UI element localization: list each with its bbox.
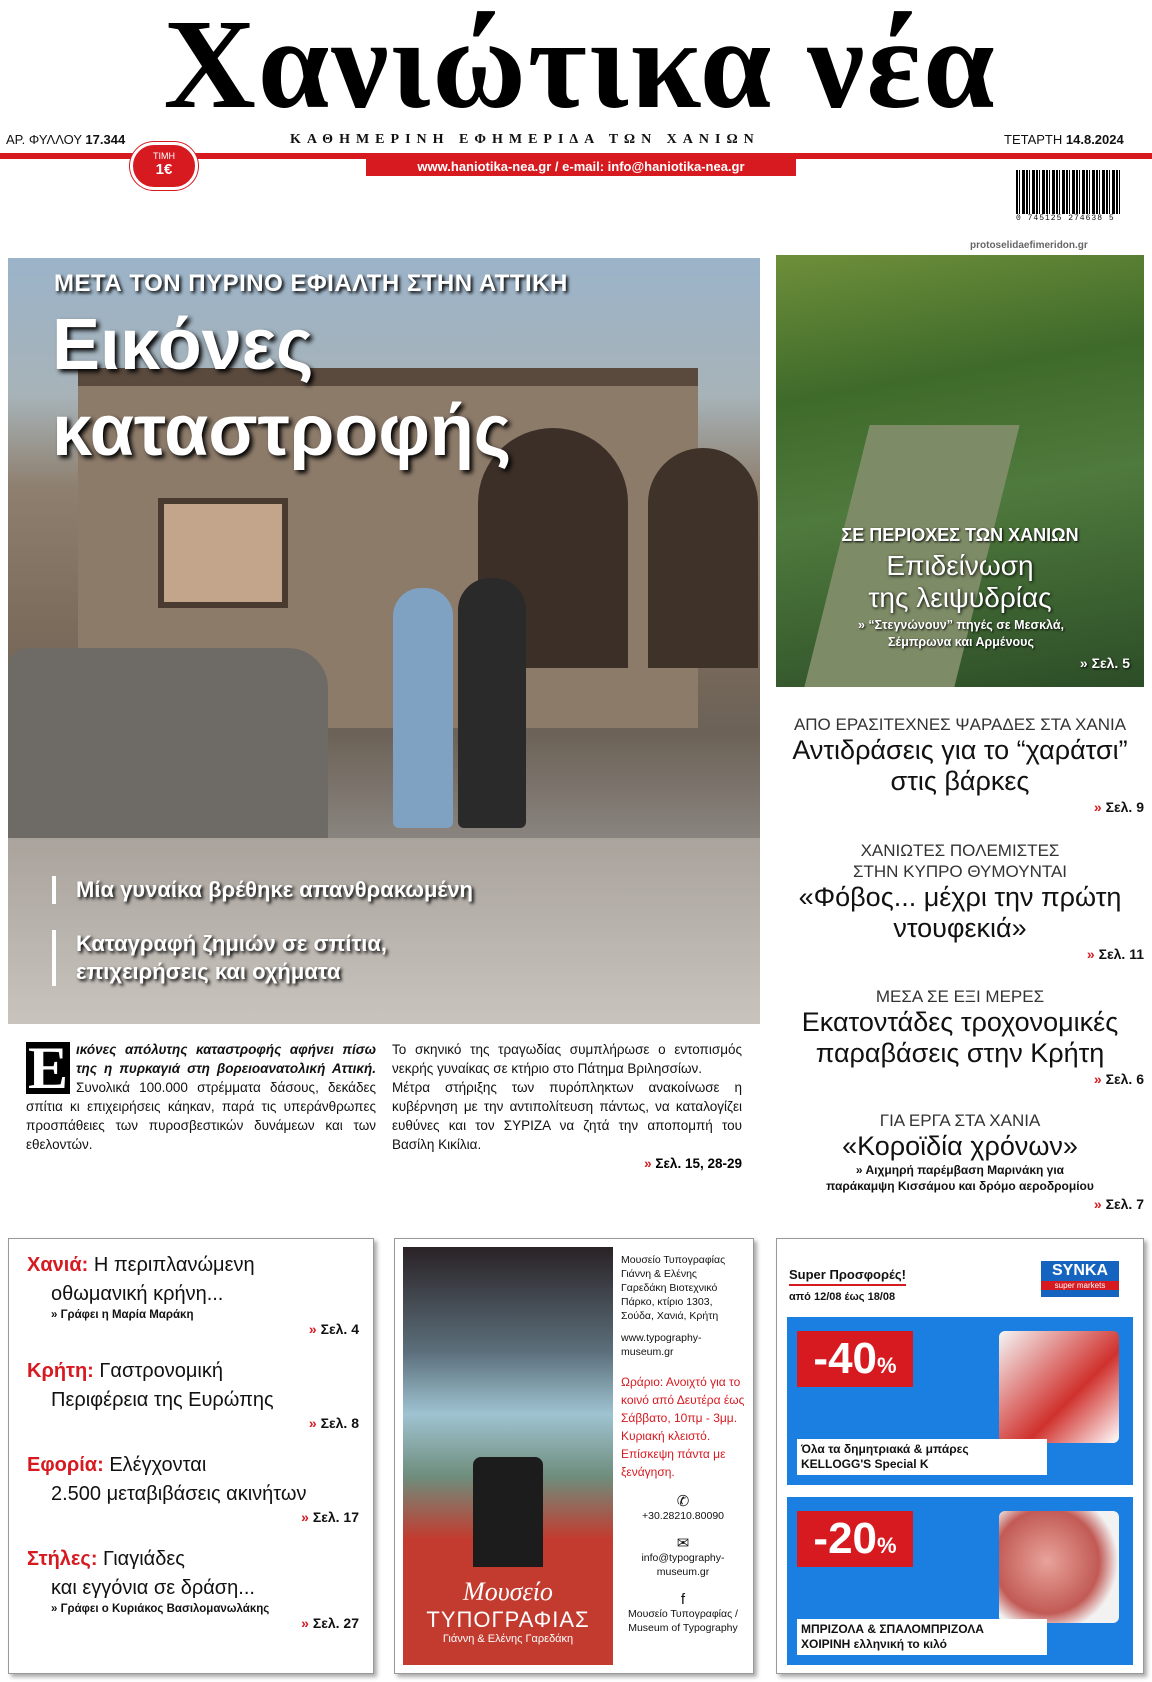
museum-logo: Μουσείο ΤΥΠΟΓΡΑΦΙΑΣ Γιάννη & Ελένης Γαρεδάκη [426, 1577, 590, 1645]
discount-badge: -20% [797, 1511, 913, 1567]
lead-kicker: ΜΕΤΑ ΤΟΝ ΠΥΡΙΝΟ ΕΦΙΑΛΤΗ ΣΤΗΝ ΑΤΤΙΚΗ [54, 270, 568, 297]
cereal-product-image [999, 1331, 1119, 1443]
lead-body-col-2 [392, 1040, 742, 1173]
facebook-icon: f [680, 1591, 686, 1608]
mail-icon: ✉ [676, 1535, 690, 1552]
page-reference[interactable]: » Σελ. 15, 28-29 [644, 1156, 742, 1171]
story-traffic-violations[interactable]: ΜΕΣΑ ΣΕ ΕΞΙ ΜΕΡΕΣ Εκατοντάδες τροχονομικές παραβάσεις στην Κρήτη » Σελ. 6 [776, 986, 1144, 1087]
phone-icon: ✆ [676, 1493, 690, 1510]
synka-dates: από 12/08 έως 18/08 [789, 1291, 896, 1303]
museum-address: Μουσείο Τυπογραφίας Γιάννη & Ελένης Γαρεδάκη Βιοτεχνικό Πάρκο, κτίριο 1303, Σούδα, Χανιά, Κρήτη [621, 1254, 726, 1322]
museum-info [621, 1253, 745, 1635]
story-title: Επιδείνωση της λειψυδρίας [868, 550, 1052, 613]
page-reference[interactable]: » Σελ. 6 [1093, 1071, 1144, 1087]
person-figure [393, 588, 453, 828]
newspaper-title: Χανιώτικα νέα [163, 0, 997, 135]
brief-item[interactable]: Χανιά: Η περιπλανώμενη οθωμανική κρήνη... » Γράφει η Μαρία Μαράκη » Σελ. 4 [27, 1251, 373, 1337]
website-email-link[interactable]: www.haniotika-nea.gr / e-mail: info@haniotika-nea.gr [366, 158, 796, 176]
page-reference[interactable]: » Σελ. 5 [1079, 655, 1130, 671]
deal-description: Όλα τα δημητριακά & μπάρες KELLOGG'S Special K [797, 1439, 1047, 1475]
page-reference[interactable]: » Σελ. 27 [301, 1615, 359, 1631]
story-kicker: ΣΕ ΠΕΡΙΟΧΕΣ ΤΩΝ ΧΑΝΙΩΝ [841, 525, 1079, 545]
masthead [0, 0, 1152, 223]
burned-car-image [8, 648, 328, 848]
lead-headline[interactable]: Εικόνες καταστροφής [52, 305, 512, 471]
brief-item[interactable]: Εφορία: Ελέγχονται 2.500 μεταβιβάσεις ακινήτων » Σελ. 17 [27, 1451, 373, 1525]
page-reference[interactable]: » Σελ. 7 [1093, 1196, 1144, 1212]
house-window [158, 498, 288, 608]
drop-cap: Ε [28, 1035, 69, 1101]
lead-paragraph: Το σκηνικό της τραγωδίας συμπλήρωσε ο εντοπισμός νεκρής γυναίκας σε κτήριο στο Πάτημα Βριλησσίων. [392, 1042, 742, 1076]
story-fishermen[interactable]: ΑΠΟ ΕΡΑΣΙΤΕΧΝΕΣ ΨΑΡΑΔΕΣ ΣΤΑ ΧΑΝΙΑ Αντιδράσεις για το “χαράτσι” στις βάρκες » Σελ. 9 [776, 714, 1144, 815]
lead-paragraph: Μέτρα στήριξης των πυρόπληκτων ανακοίνωσε η κυβέρνηση με την αντιπολίτευση πάντως, να καταλογίζει ευθύνες και τον ΣΥΡΙΖΑ να ζητά την αποπομπή του Βασίλη Κικίλια. [392, 1080, 742, 1152]
chevron-right-icon: » [1093, 1196, 1106, 1212]
lead-bullet: Μία γυναίκα βρέθηκε απανθρακωμένη [52, 876, 473, 904]
house-arch [648, 448, 758, 668]
chevron-right-icon: » [301, 1509, 313, 1525]
chevron-right-icon: » [308, 1415, 321, 1431]
museum-facebook-link[interactable]: Μουσείο Τυπογραφίας / Museum of Typography [628, 1608, 738, 1634]
page-reference[interactable]: » Σελ. 9 [1093, 799, 1144, 815]
museum-phone[interactable]: +30.28210.80090 [641, 1510, 725, 1522]
lead-bullet: Καταγραφή ζημιών σε σπίτια, επιχειρήσεις και οχήματα [52, 930, 387, 986]
synka-ad-header [777, 1239, 1143, 1314]
chevron-right-icon: » [1086, 946, 1099, 962]
page-reference[interactable]: » Σελ. 17 [301, 1509, 359, 1525]
lead-paragraph: Συνολικά 100.000 στρέμματα δάσους, δεκάδες σπίτια κι επιχειρήσεις κάηκαν, παρά τις υπεράνθρωπες προσπάθειες των πυροσβεστικών δυνάμεων και των εθελοντών. [26, 1080, 376, 1152]
page-reference[interactable]: » Σελ. 8 [308, 1415, 359, 1431]
museum-website-link[interactable]: www.typography-museum.gr [621, 1332, 702, 1358]
story-subtitle: » “Στεγνώνουν” πηγές σε Μεσκλά, Σέμπρωνα και Αρμένους [857, 618, 1065, 649]
tagline: ΚΑΘΗΜΕΡΙΝΗ ΕΦΗΜΕΡΙΔΑ ΤΩΝ ΧΑΝΙΩΝ [290, 132, 760, 147]
museum-hours: Ωράριο: Ανοιχτό για το κοινό από Δευτέρα έως Σάββατο, 10πμ - 3μμ. Κυριακή κλειστό. Επίσκεψη πάντα με ξενάγηση. [621, 1375, 745, 1479]
issue-number: ΑΡ. ΦΥΛΛΟΥ 17.344 [6, 132, 126, 147]
source-watermark: protoselidaefimeridon.gr [970, 240, 1088, 251]
drought-story-photo[interactable] [776, 255, 1144, 687]
page-reference[interactable]: » Σελ. 4 [308, 1321, 359, 1337]
deal-cereal[interactable] [787, 1317, 1133, 1485]
deal-description: ΜΠΡΙΖΟΛΑ & ΣΠΑΛΟΜΠΡΙΖΟΛΑ ΧΟΙΡΙΝΗ ελληνική το κιλό [797, 1619, 1047, 1655]
lead-intro: ικόνες απόλυτης καταστροφής αφήνει πίσω της η πυρκαγιά στη βορειοανατολική Αττική. [76, 1042, 376, 1076]
story-chania-projects[interactable]: ΓΙΑ ΕΡΓΑ ΣΤΑ ΧΑΝΙΑ «Κοροϊδία χρόνων» » Αιχμηρή παρέμβαση Μαρινάκη για παράκαμψη Κισσάμου και δρόμο αεροδρομίου » Σελ. 7 [776, 1110, 1144, 1212]
brief-item[interactable]: Κρήτη: Γαστρονομική Περιφέρεια της Ευρώπης » Σελ. 8 [27, 1357, 373, 1431]
pork-chop-image [999, 1511, 1119, 1623]
page-reference[interactable]: » Σελ. 11 [1086, 946, 1144, 962]
printing-press-image [473, 1457, 543, 1567]
chevron-right-icon: » [301, 1615, 313, 1631]
barcode-digits: 0 745125 274638 5 [1016, 214, 1115, 223]
chevron-right-icon: » [308, 1321, 321, 1337]
discount-badge: -40% [797, 1331, 913, 1387]
chevron-right-icon: » [644, 1156, 652, 1171]
brief-item[interactable]: Στήλες: Γιαγιάδες και εγγόνια σε δράση... » Γράφει ο Κυριάκος Βασιλομανωλάκης » Σελ. 27 [27, 1545, 373, 1631]
story-cyprus-veterans[interactable]: ΧΑΝΙΩΤΕΣ ΠΟΛΕΜΙΣΤΕΣ ΣΤΗΝ ΚΥΠΡΟ ΘΥΜΟΥΝΤΑΙ «Φόβος... μέχρι την πρώτη ντουφεκιά» » Σελ. 11 [776, 840, 1144, 962]
barcode [1016, 170, 1122, 232]
price-badge: ΤΙΜΗ 1€ [130, 142, 198, 190]
person-figure [458, 578, 526, 828]
briefs-box [8, 1238, 374, 1674]
chevron-right-icon: » [1093, 1071, 1106, 1087]
museum-ad[interactable] [394, 1238, 754, 1674]
barcode-bars [1016, 170, 1122, 214]
synka-headline: Super Προσφορές! [789, 1267, 906, 1286]
synka-logo: SYNKA super markets [1041, 1261, 1119, 1297]
museum-email-link[interactable]: info@typography-museum.gr [641, 1552, 725, 1578]
chevron-right-icon: » [1093, 799, 1106, 815]
deal-pork[interactable] [787, 1497, 1133, 1665]
lead-story-photo[interactable] [8, 258, 760, 1024]
issue-date: ΤΕΤΑΡΤΗ 14.8.2024 [1004, 132, 1124, 147]
museum-photo [403, 1247, 613, 1665]
synka-ad[interactable] [776, 1238, 1144, 1674]
lead-body-col-1 [26, 1035, 376, 1154]
